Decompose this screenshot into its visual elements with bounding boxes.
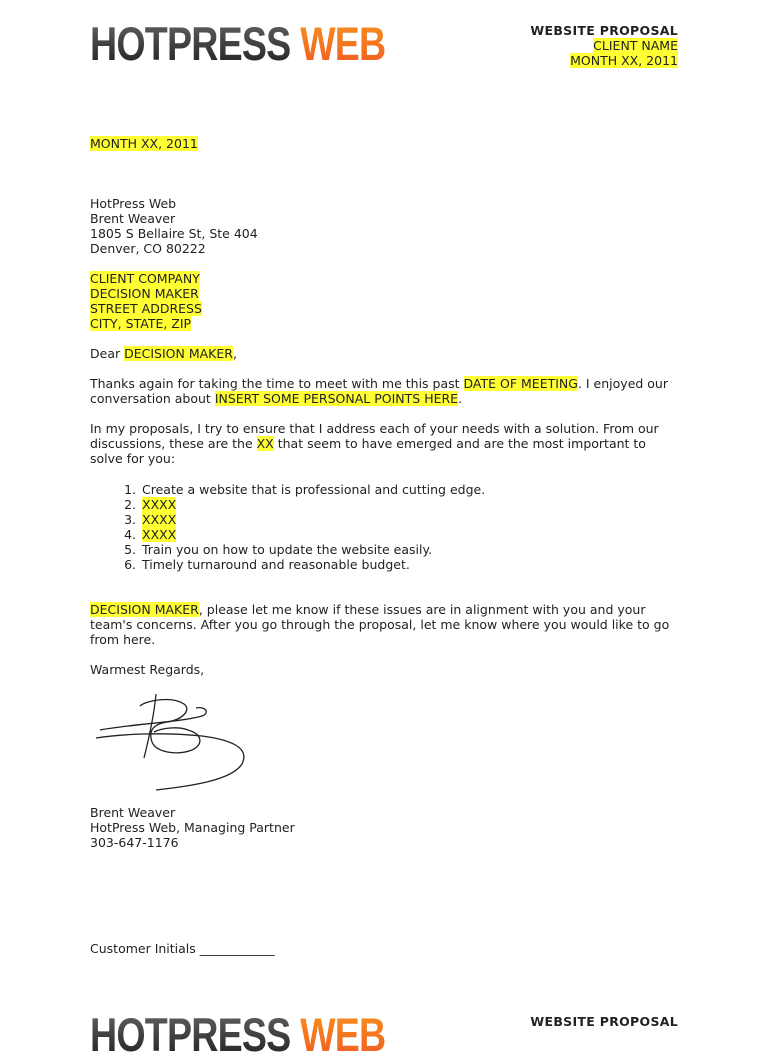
text-run: that seem to have emerged and are the most important to solve for you: — [90, 436, 646, 466]
logo-hotpress-text: HOTPRESS — [90, 17, 291, 70]
list-item-text: XXXX — [142, 527, 177, 542]
recipient-line: CLIENT COMPANY — [90, 271, 200, 286]
salutation-suffix: , — [232, 346, 237, 361]
list-item-text: XXXX — [142, 512, 177, 527]
list-item — [140, 497, 680, 512]
list-item-text: Train you on how to update the website easily. — [142, 542, 433, 557]
sender-address — [90, 196, 680, 256]
list-item — [140, 512, 680, 527]
needs-list — [90, 482, 680, 572]
letter-date: MONTH XX, 2011 — [90, 136, 198, 151]
hotpress-web-logo — [90, 17, 385, 71]
customer-initials: Customer Initials ____________ — [90, 941, 275, 956]
sender-line: Denver, CO 80222 — [90, 241, 206, 256]
xx-placeholder: XX — [256, 436, 274, 451]
recipient-line: CITY, STATE, ZIP — [90, 316, 192, 331]
text-run: . — [458, 391, 463, 406]
closing: Warmest Regards, — [90, 662, 205, 677]
personal-points-placeholder: INSERT SOME PERSONAL POINTS HERE — [214, 391, 459, 406]
proposal-header — [530, 23, 678, 68]
logo-web-text: WEB — [300, 1008, 386, 1061]
proposal-title: WEBSITE PROPOSAL — [530, 1014, 678, 1029]
sender-line: Brent Weaver — [90, 211, 176, 226]
paragraph-needs — [90, 421, 680, 466]
list-item-text: XXXX — [142, 497, 177, 512]
header-date: MONTH XX, 2011 — [570, 53, 678, 68]
meeting-date-placeholder: DATE OF MEETING — [463, 376, 578, 391]
decision-maker-placeholder: DECISION MAKER — [90, 602, 199, 617]
handwritten-signature — [92, 686, 252, 796]
paragraph-alignment — [90, 602, 680, 647]
client-name: CLIENT NAME — [593, 38, 678, 53]
letter-date-block — [90, 136, 680, 151]
text-run: Thanks again for taking the time to meet with me this past — [90, 376, 464, 391]
list-item-text: Create a website that is professional and cutting edge. — [142, 482, 486, 497]
sender-line: 1805 S Bellaire St, Ste 404 — [90, 226, 258, 241]
signer-line: Brent Weaver — [90, 805, 176, 820]
list-item — [140, 557, 680, 572]
next-page-logo — [90, 1008, 385, 1062]
next-page-header — [530, 1014, 678, 1029]
text-run: . I enjoyed our conversation about — [90, 376, 668, 406]
signer-line: 303-647-1176 — [90, 835, 179, 850]
list-item — [140, 542, 680, 557]
sender-line: HotPress Web — [90, 196, 177, 211]
logo-web-text: WEB — [300, 17, 386, 70]
salutation-name: DECISION MAKER — [124, 346, 233, 361]
recipient-address — [90, 271, 680, 331]
list-item-text: Timely turnaround and reasonable budget. — [142, 557, 410, 572]
salutation-prefix: Dear — [90, 346, 125, 361]
paragraph-intro — [90, 376, 680, 406]
list-item — [140, 482, 680, 497]
salutation — [90, 346, 680, 361]
text-run: , please let me know if these issues are in alignment with you and your team's concerns. After you go through the proposal, let me know where you would like to go from here. — [90, 602, 670, 647]
signer-block — [90, 805, 680, 850]
logo-hotpress-text: HOTPRESS — [90, 1008, 291, 1061]
text-run: In my proposals, I try to ensure that I address each of your needs with a solution. From our discussions, these are the — [90, 421, 659, 451]
signer-line: HotPress Web, Managing Partner — [90, 820, 295, 835]
proposal-title: WEBSITE PROPOSAL — [530, 23, 678, 38]
list-item — [140, 527, 680, 542]
recipient-line: STREET ADDRESS — [90, 301, 202, 316]
recipient-line: DECISION MAKER — [90, 286, 199, 301]
